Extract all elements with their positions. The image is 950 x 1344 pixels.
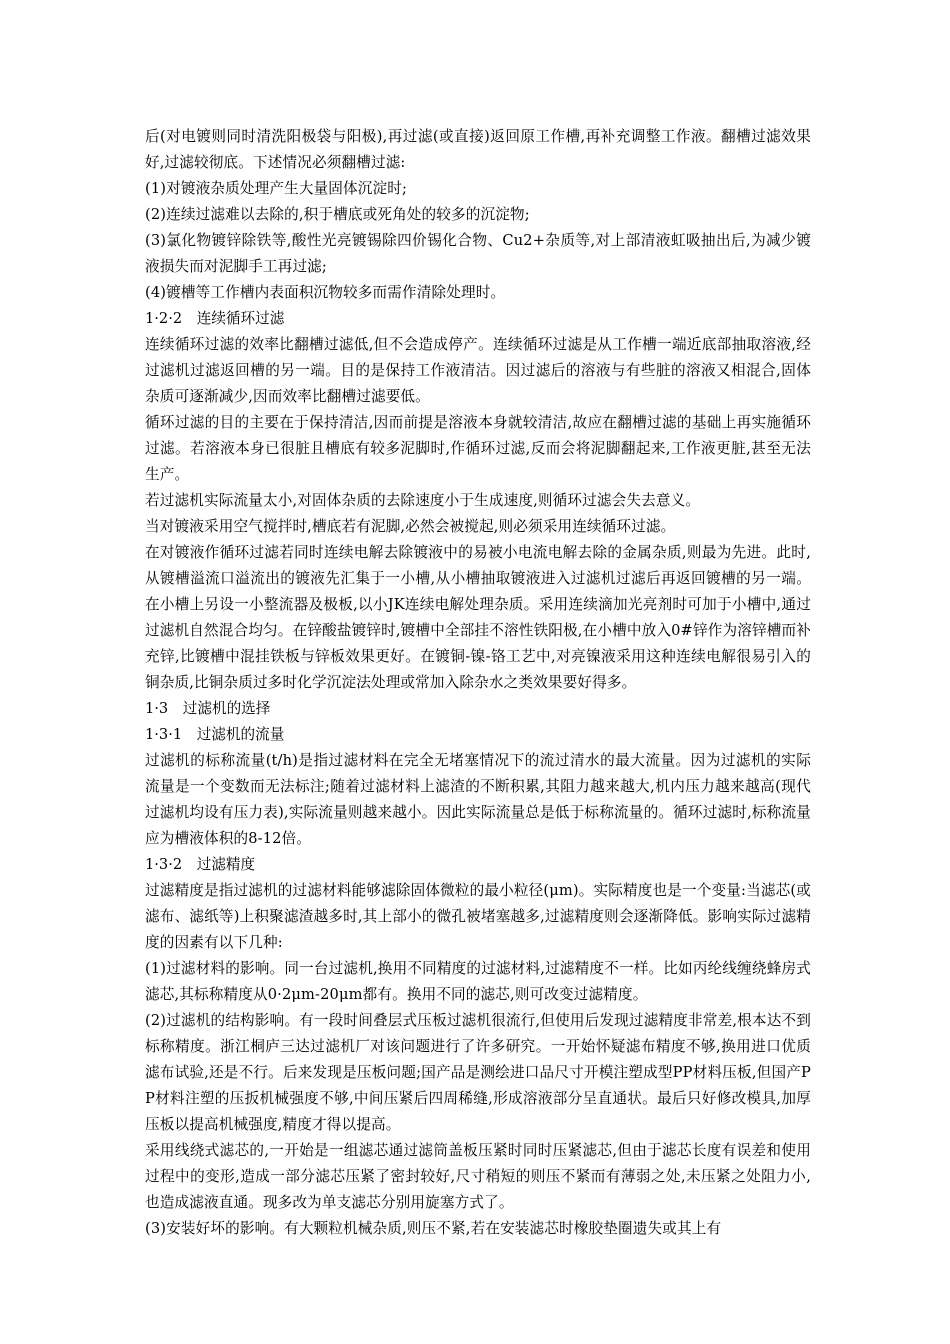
paragraph-wound-cartridge: 采用线绕式滤芯的,一开始是一组滤芯通过滤筒盖板压紧时同时压紧滤芯,但由于滤芯长度有误差和使用过程中的变形,造成一部分滤芯压紧了密封较好,尺寸稍短的则压不紧而有薄弱之处,未压紧之处阻力小,也造成滤液直通。现多改为单支滤芯分别用旋塞方式了。 [145, 1142, 811, 1211]
list-item-material: (1)过滤材料的影响。同一台过滤机,换用不同精度的过滤材料,过滤精度不一样。比如丙纶线缠绕蜂房式滤芯,其标称精度从0·2μm-20μm都有。换用不同的滤芯,则可改变过滤精度。 [145, 960, 811, 1003]
list-item-1: (1)对镀液杂质处理产生大量固体沉淀时; [145, 180, 408, 197]
paragraph-electrolysis: 在对镀液作循环过滤若同时连续电解去除镀液中的易被小电流电解去除的金属杂质,则最为先进。此时,从镀槽溢流口溢流出的镀液先汇集于一小槽,从小槽抽取镀液进入过滤机过滤后再返回镀槽的另一端。在小槽上另设一小整流器及极板,以小JK连续电解处理杂质。采用连续滴加光亮剂时可加于小槽中,通过过滤机自然混合均匀。在锌酸盐镀锌时,镀槽中全部挂不溶性铁阳极,在小槽中放入0#锌作为溶锌槽而补充锌,比镀槽中混挂铁板与锌板效果更好。在镀铜-镍-铬工艺中,对亮镍液采用这种连续电解很易引入的铜杂质,比铜杂质过多时化学沉淀法处理或常加入除杂水之类效果要好得多。 [145, 544, 811, 691]
list-item-installation: (3)安装好坏的影响。有大颗粒机械杂质,则压不紧,若在安装滤芯时橡胶垫圈遗失或其上有 [145, 1220, 722, 1237]
list-item-structure: (2)过滤机的结构影响。有一段时间叠层式压板过滤机很流行,但使用后发现过滤精度非常差,根本达不到标称精度。浙江桐庐三达过滤机厂对该问题进行了许多研究。一开始怀疑滤布精度不够,换用进口优质滤布试验,还是不行。后来发现是压板问题;国产品是测绘进口品尺寸开模注塑成型PP材料压板,但国产PP材料注塑的压扳机械强度不够,中间压紧后四周稀缝,形成溶液部分呈直通状。最后只好修改模具,加厚压板以提高机械强度,精度才得以提高。 [145, 1012, 811, 1133]
section-heading-1-2-2: 1·2·2 连续循环过滤 [145, 310, 285, 327]
section-heading-1-3-1: 1·3·1 过滤机的流量 [145, 726, 285, 743]
section-heading-1-3: 1·3 过滤机的选择 [145, 700, 271, 717]
paragraph-circulation-purpose: 循环过滤的目的主要在于保持清洁,因而前提是溶液本身就较清洁,故应在翻槽过滤的基础上再实施循环过滤。若溶液本身已很脏且槽底有较多泥脚时,作循环过滤,反而会将泥脚翻起来,工作液更脏,甚至无法生产。 [145, 414, 811, 483]
paragraph-air-agitation: 当对镀液采用空气搅拌时,槽底若有泥脚,必然会被搅起,则必须采用连续循环过滤。 [145, 518, 676, 535]
paragraph-filter-precision: 过滤精度是指过滤机的过滤材料能够滤除固体微粒的最小粒径(μm)。实际精度也是一个变量:当滤芯(或滤布、滤纸等)上积聚滤渣越多时,其上部小的微孔被堵塞越多,过滤精度则会逐渐降低。影响实际过滤精度的因素有以下几种: [145, 882, 811, 951]
paragraph-intro: 后(对电镀则同时清洗阳极袋与阳极),再过滤(或直接)返回原工作槽,再补充调整工作液。翻槽过滤效果好,过滤较彻底。下述情况必须翻槽过滤: [145, 128, 811, 171]
paragraph-flow-too-small: 若过滤机实际流量太小,对固体杂质的去除速度小于生成速度,则循环过滤会失去意义。 [145, 492, 701, 509]
section-heading-1-3-2: 1·3·2 过滤精度 [145, 856, 256, 873]
paragraph-nominal-flow: 过滤机的标称流量(t/h)是指过滤材料在完全无堵塞情况下的流过清水的最大流量。因为过滤机的实际流量是一个变数而无法标注;随着过滤材料上滤渣的不断积累,其阻力越来越大,机内压力越来越高(现代过滤机均设有压力表),实际流量则越来越小。因此实际流量总是低于标称流量的。循环过滤时,标称流量应为槽液体积的8-12倍。 [145, 752, 811, 847]
paragraph-continuous-filtration: 连续循环过滤的效率比翻槽过滤低,但不会造成停产。连续循环过滤是从工作槽一端近底部抽取溶液,经过滤机过滤返回槽的另一端。目的是保持工作液清洁。因过滤后的溶液与有些脏的溶液又相混合,固体杂质可逐渐减少,因而效率比翻槽过滤要低。 [145, 336, 811, 405]
list-item-2: (2)连续过滤难以去除的,积于槽底或死角处的较多的沉淀物; [145, 206, 530, 223]
document-page [145, 124, 811, 1242]
list-item-4: (4)镀槽等工作槽内表面积沉物较多而需作清除处理时。 [145, 284, 506, 301]
list-item-3: (3)氯化物镀锌除铁等,酸性光亮镀锡除四价锡化合物、Cu2+杂质等,对上部清液虹吸抽出后,为减少镀液损失而对泥脚手工再过滤; [145, 232, 811, 275]
